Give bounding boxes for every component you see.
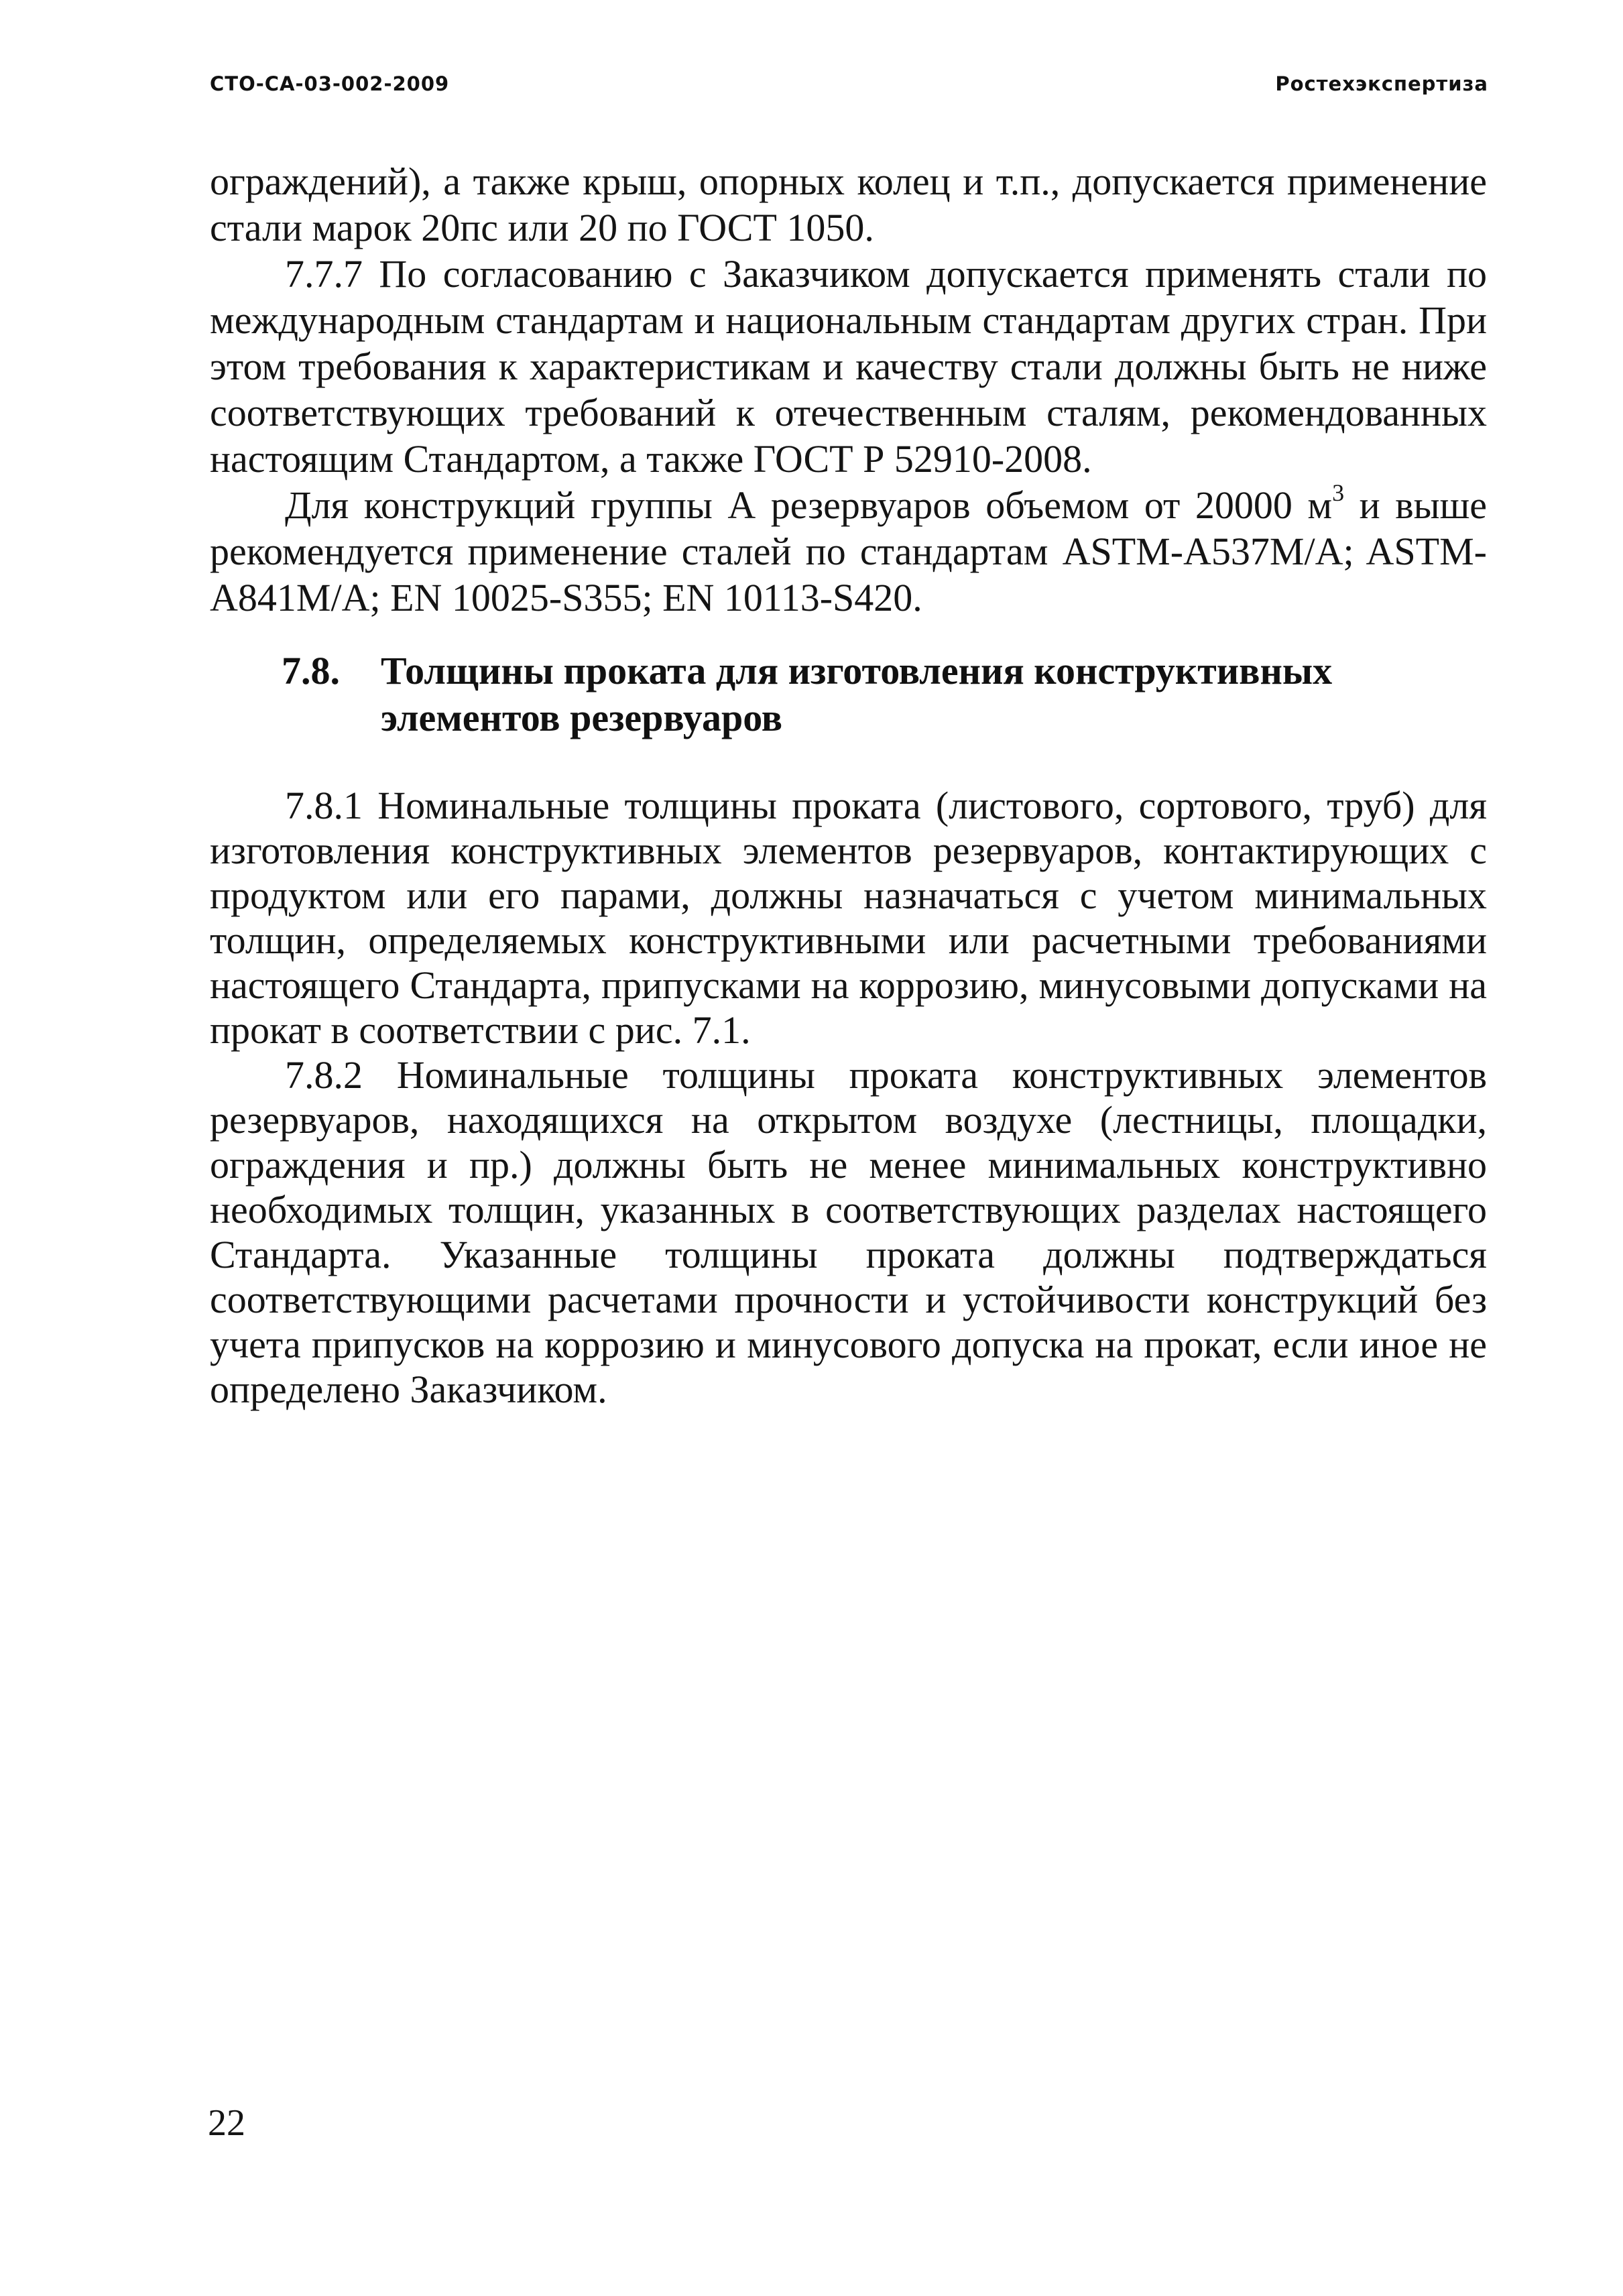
paragraph-continuation: ограждений), а также крыш, опорных колец и т.п., допускается применение стали марок 20пс или 20 по ГОСТ 1050.: [210, 160, 1487, 249]
section-heading-7-8: [282, 648, 1388, 741]
document-code: СТО-СА-03-002-2009: [210, 72, 450, 95]
publisher-name: Ростехэкспертиза: [1275, 72, 1488, 95]
paragraph-group-a-end: и выше рекомендуется применение сталей по стандартам ASTM-A537M/A; ASTM-A841M/A; EN 10025-S355; EN 10113-S420.: [210, 483, 1487, 619]
paragraph-group-a-start: Для конструкций группы А резервуаров объемом от 20000 м: [285, 483, 1333, 527]
paragraph-7-7-7: 7.7.7 По согласованию с Заказчиком допускается применять стали по международным стандартам и национальным стандартам других стран. При этом требования к характеристикам и качеству стали должны быть не ниже соответствующих требований к отечественным сталям, рекомендованных настоящим Стандартом, а также ГОСТ Р 52910-2008.: [210, 252, 1487, 481]
section-7-7-text: [210, 158, 1487, 621]
paragraph-7-8-2: 7.8.2 Номинальные толщины проката конструктивных элементов резервуаров, находящихся на открытом воздухе (лестницы, площадки, ограждения и пр.) должны быть не менее минимальных конструктивно необходимых толщин, указанных в соответствующих разделах настоящего Стандарта. Указанные толщины проката должны подтверждаться соответствующими расчетами прочности и устойчивости конструкций без учета припусков на коррозию и минусового допуска на прокат, если иное не определено Заказчиком.: [210, 1053, 1487, 1411]
paragraph-7-8-1: 7.8.1 Номинальные толщины проката (листового, сортового, труб) для изготовления конструктивных элементов резервуаров, контактирующих с продуктом или его парами, должны назначаться с учетом минимальных толщин, определяемых конструктивными или расчетными требованиями настоящего Стандарта, припусками на коррозию, минусовыми допусками на прокат в соответствии с рис. 7.1.: [210, 784, 1487, 1052]
section-number: 7.8.: [282, 649, 340, 692]
section-title: Толщины проката для изготовления конструктивных элементов резервуаров: [381, 649, 1333, 739]
cubic-superscript: 3: [1332, 479, 1345, 506]
running-header: [210, 72, 1488, 106]
page-number: 22: [208, 2102, 245, 2144]
paragraph-group-a: [210, 479, 1487, 621]
section-7-8-text: [210, 783, 1487, 1412]
